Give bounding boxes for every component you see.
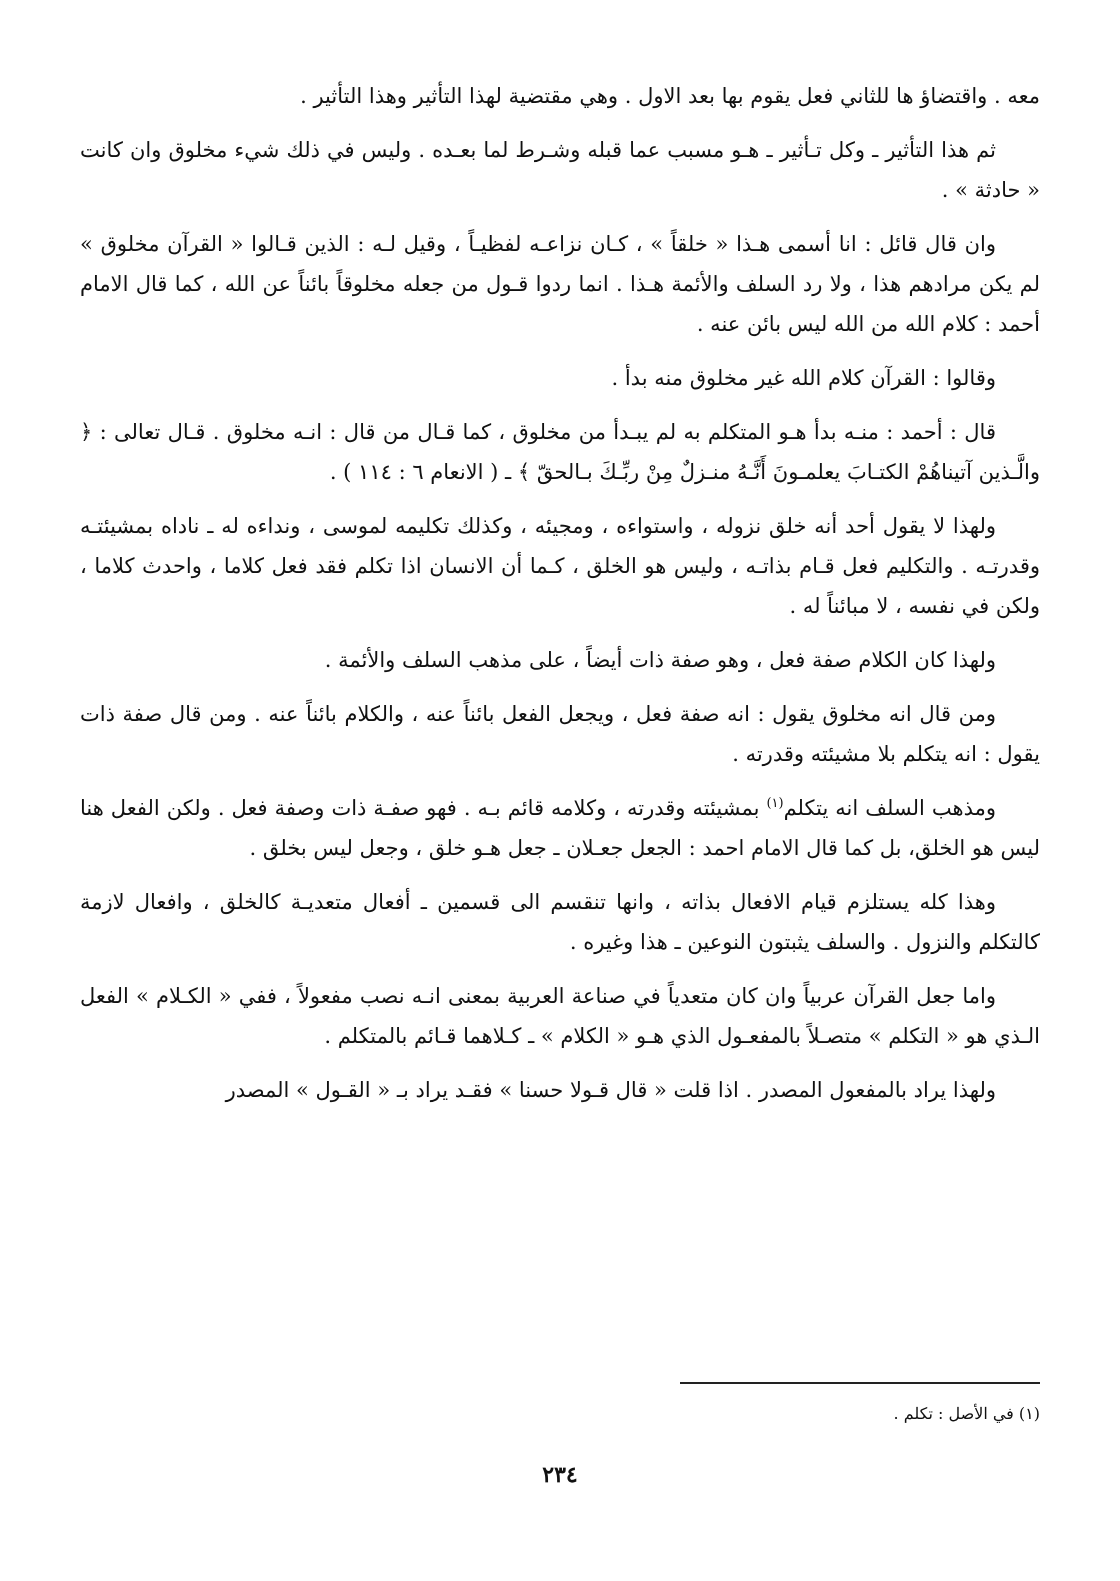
- paragraph-12: ولهذا يراد بالمفعول المصدر . اذا قلت « قال قـولا حسنا » فقـد يراد بـ « القـول » المصدر: [225, 1078, 996, 1102]
- paragraph-2: ثم هذا التأثير ـ وكل تـأثير ـ هـو مسبب عما قبله وشـرط لما بعـده . وليس في ذلك شيء مخلوق وان كانت « حادثة » .: [80, 138, 1040, 202]
- footnote-divider: [680, 1382, 1040, 1384]
- paragraph-10: وهذا كله يستلزم قيام الافعال بذاته ، وانها تنقسم الى قسمين ـ أفعال متعديـة كالخلق ، وافعال لازمة كالتكلم والنزول . والسلف يثبتون النوعين ـ هذا وغيره .: [80, 890, 1040, 954]
- paragraph-6: ولهذا لا يقول أحد أنه خلق نزوله ، واستواءه ، ومجيئه ، وكذلك تكليمه لموسى ، ونداءه له ـ ناداه بمشيئتـه وقدرتـه . والتكليم فعل قـام بذاتـه ، وليس هو الخلق ، كـما أن الانسان اذا تكلم فقد فعل كلاما ، واحدث كلاما ، ولكن في نفسه ، لا مبائناً له .: [80, 514, 1040, 618]
- paragraph-8: ومن قال انه مخلوق يقول : انه صفة فعل ، ويجعل الفعل بائناً عنه ، والكلام بائناً عنه . ومن قال صفة ذات يقول : انه يتكلم بلا مشيئته وقدرته .: [80, 702, 1040, 766]
- paragraph-1: معه . واقتضاؤ ها للثاني فعل يقوم بها بعد الاول . وهي مقتضية لهذا التأثير وهذا التأثير .: [300, 84, 1040, 108]
- main-text: [80, 76, 1040, 1124]
- paragraph-9-rest: بمشيئته وقدرته ، وكلامه قائم بـه . فهو صفـة ذات وصفة فعل . ولكن الفعل هنا ليس هو الخلق، بل كما قال الامام احمد : الجعل جعـلان ـ جعل هـو خلق ، وجعل ليس بخلق .: [80, 796, 1040, 860]
- paragraph-9: [80, 788, 1040, 868]
- paragraph-4: وقالوا : القرآن كلام الله غير مخلوق منه بدأ .: [611, 366, 996, 390]
- paragraph-9-start: ومذهب السلف انه يتكلم: [783, 796, 996, 820]
- paragraph-3: وان قال قائل : انا أسمى هـذا « خلقاً » ، كـان نزاعـه لفظيـاً ، وقيل لـه : الذين قـالوا « القرآن مخلوق » لم يكن مرادهم هذا ، ولا رد السلف والأئمة هـذا . انما ردوا قـول من جعله مخلوقاً بائناً عن الله ، كما قال الامام أحمد : كلام الله من الله ليس بائن عنه .: [80, 232, 1040, 336]
- footnote: (١) في الأصل : تكلم .: [893, 1404, 1040, 1423]
- paragraph-7: ولهذا كان الكلام صفة فعل ، وهو صفة ذات أيضاً ، على مذهب السلف والأئمة .: [324, 648, 996, 672]
- page-number: ٢٣٤: [542, 1462, 578, 1488]
- footnote-marker: (١): [766, 796, 784, 811]
- paragraph-5: قال : أحمد : منـه بدأ هـو المتكلم به لم يبـدأ من مخلوق ، كما قـال من قال : انـه مخلوق . قـال تعالى : ﴿ والَّـذين آتيناهُمْ الكتـابَ يعلمـونَ أَنَّـهُ منـزلٌ مِنْ ربِّـكَ بـالحقّ ﴾ ـ ( الانعام ٦ : ١١٤ ) .: [80, 420, 1040, 484]
- paragraph-11: واما جعل القرآن عربياً وان كان متعدياً في صناعة العربية بمعنى انـه نصب مفعولاً ، ففي « الكـلام » الفعل الـذي هو « التكلم » متصـلاً بالمفعـول الذي هـو « الكلام » ـ كـلاهما قـائم بالمتكلم .: [80, 984, 1040, 1048]
